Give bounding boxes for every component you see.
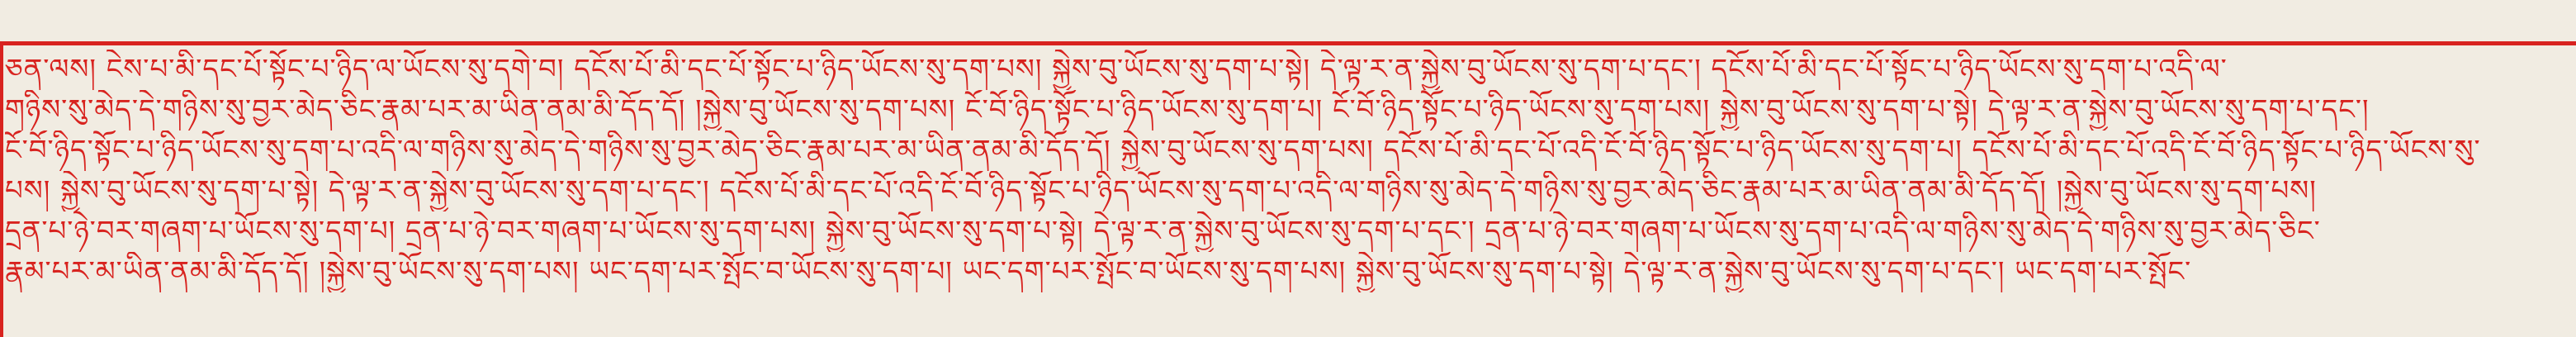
text-line-6: རྣམ་པར་མ་ཡིན་ནམ་མི་དོད་དོ། །སྐྱེས་བུ་ཡོངས་སུ་དག་པས། ཡང་དག་པར་སྤོང་བ་ཡོངས་སུ་དག་པ། ཡང་དག་པར་སྤོང་བ་ཡོངས་སུ་དག་པས། སྐྱེས་བུ་ཡོངས་སུ་དག་པ་སྟེ། དེ་ལྟ་ར་ན་སྐྱེས་བུ་ཡོངས་སུ་དག་པ་དང་། ཡང་དག་པར་སྤོང་ <box>5 255 2192 288</box>
text-line-1: ཅན་ལས། ངེས་པ་མི་དང་པོ་སྟོང་པ་ཉིད་ལ་ཡོངས་སུ་དགེ་བ། དངོས་པོ་མི་དང་པོ་སྟོང་པ་ཉིད་ཡོངས་སུ་དག་པས། སྐྱེས་བུ་ཡོངས་སུ་དག་པ་སྟེ། དེ་ལྟ་ར་ན་སྐྱེས་བུ་ཡོངས་སུ་དག་པ་དང་། དངོས་པོ་མི་དང་པོ་སྟོང་པ་ཉིད་ཡོངས་སུ་དག་པ་འདི་ལ་ <box>5 53 2228 86</box>
text-line-5: དྲན་པ་ཉེ་བར་གཞག་པ་ཡོངས་སུ་དག་པ། དྲན་པ་ཉེ་བར་གཞག་པ་ཡོངས་སུ་དག་པས། སྐྱེས་བུ་ཡོངས་སུ་དག་པ་སྟེ། དེ་ལྟ་ར་ན་སྐྱེས་བུ་ཡོངས་སུ་དག་པ་དང་། དྲན་པ་ཉེ་བར་གཞག་པ་ཡོངས་སུ་དག་པ་འདི་ལ་གཉིས་སུ་མེད་དེ་གཉིས་སུ་བྱར་མེད་ཅིང་ <box>5 215 2321 248</box>
text-line-2: གཉིས་སུ་མེད་དེ་གཉིས་སུ་བྱར་མེད་ཅིང་རྣམ་པར་མ་ཡིན་ནམ་མི་དོད་དོ། །སྐྱེས་བུ་ཡོངས་སུ་དག་པས། ངོ་བོ་ཉིད་སྟོང་པ་ཉིད་ཡོངས་སུ་དག་པ། ངོ་བོ་ཉིད་སྟོང་པ་ཉིད་ཡོངས་སུ་དག་པས། སྐྱེས་བུ་ཡོངས་སུ་དག་པ་སྟེ། དེ་ལྟ་ར་ན་སྐྱེས་བུ་ཡོངས་སུ་དག་པ་དང་། <box>5 93 2370 126</box>
text-line-4: པས། སྐྱེས་བུ་ཡོངས་སུ་དག་པ་སྟེ། དེ་ལྟ་ར་ན་སྐྱེས་བུ་ཡོངས་སུ་དག་པ་དང་། དངོས་པོ་མི་དང་པོ་འདི་ངོ་བོ་ཉིད་སྟོང་པ་ཉིད་ཡོངས་སུ་དག་པ་འདི་ལ་གཉིས་སུ་མེད་དེ་གཉིས་སུ་བྱར་མེད་ཅིང་རྣམ་པར་མ་ཡིན་ནམ་མི་དོད་དོ། །སྐྱེས་བུ་ཡོངས་སུ་དག་པས། <box>5 174 2317 207</box>
text-line-3: ངོ་བོ་ཉིད་སྟོང་པ་ཉིད་ཡོངས་སུ་དག་པ་འདི་ལ་གཉིས་སུ་མེད་དེ་གཉིས་སུ་བྱར་མེད་ཅིང་རྣམ་པར་མ་ཡིན་ནམ་མི་དོད་དོ། སྐྱེས་བུ་ཡོངས་སུ་དག་པས། དངོས་པོ་མི་དང་པོ་འདི་ངོ་བོ་ཉིད་སྟོང་པ་ཉིད་ཡོངས་སུ་དག་པ། དངོས་པོ་མི་དང་པོ་འདི་ངོ་བོ་ཉིད་སྟོང་པ་ཉིད་ཡོངས་སུ་ <box>5 134 2481 167</box>
text-block <box>5 50 2573 337</box>
